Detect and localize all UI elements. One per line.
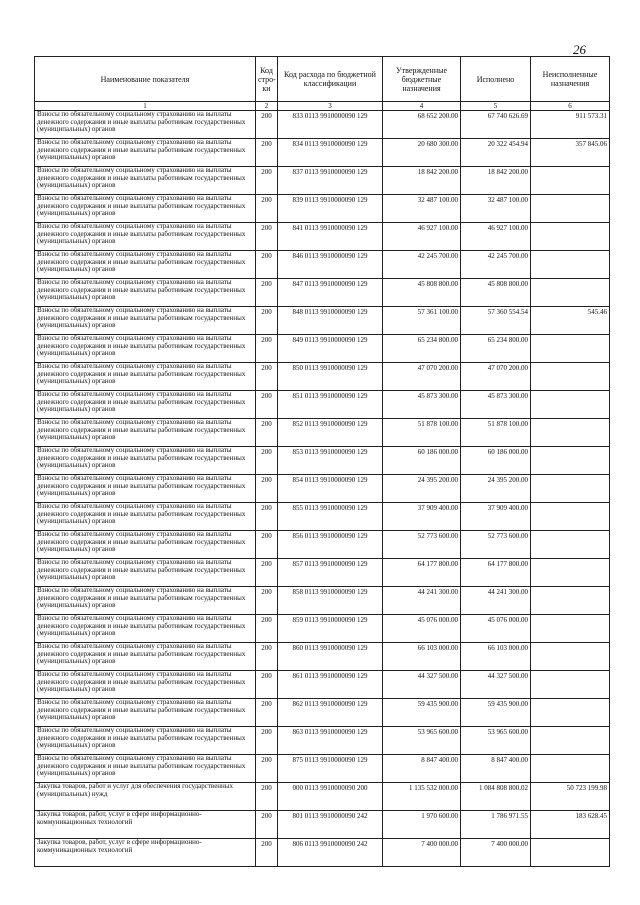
row-executed: 57 360 554.54 [461,307,531,335]
table-row [35,783,610,811]
row-unexecuted [531,167,610,195]
header-kbk: Код расхода по бюджетной классификации [278,57,383,102]
row-kbk: 857 0113 9910000090 129 [278,559,383,587]
row-name: Взносы по обязательному социальному страхованию на выплаты денежного содержания и иные выплаты работникам государственных (муниципальных) органов [35,251,256,279]
table-row [35,363,610,391]
row-line-code: 200 [256,783,278,811]
row-kbk: 851 0113 9910000090 129 [278,391,383,419]
row-line-code: 200 [256,447,278,475]
row-kbk: 833 0113 9910000090 129 [278,111,383,139]
row-executed: 44 327 500.00 [461,671,531,699]
row-unexecuted: 50 723 199.98 [531,783,610,811]
row-approved: 64 177 800.00 [383,559,461,587]
row-unexecuted [531,755,610,783]
row-unexecuted [531,391,610,419]
row-kbk: 849 0113 9910000090 129 [278,335,383,363]
column-number: 6 [531,102,610,111]
row-name: Закупка товаров, работ, услуг в сфере информационно-коммуникационных технологий [35,811,256,839]
row-approved: 66 103 000.00 [383,643,461,671]
header-executed: Исполнено [461,57,531,102]
row-approved: 44 241 300.00 [383,587,461,615]
row-name: Взносы по обязательному социальному страхованию на выплаты денежного содержания и иные выплаты работникам государственных (муниципальных) органов [35,559,256,587]
row-line-code: 200 [256,111,278,139]
row-unexecuted [531,503,610,531]
row-name: Взносы по обязательному социальному страхованию на выплаты денежного содержания и иные выплаты работникам государственных (муниципальных) органов [35,447,256,475]
row-approved: 24 395 200.00 [383,475,461,503]
table-row [35,671,610,699]
row-executed: 66 103 000.00 [461,643,531,671]
row-executed: 1 084 808 800.02 [461,783,531,811]
table-row [35,811,610,839]
row-executed: 24 395 200.00 [461,475,531,503]
row-name: Взносы по обязательному социальному страхованию на выплаты денежного содержания и иные выплаты работникам государственных (муниципальных) органов [35,587,256,615]
row-unexecuted: 911 573.31 [531,111,610,139]
row-approved: 59 435 900.00 [383,699,461,727]
row-name: Взносы по обязательному социальному страхованию на выплаты денежного содержания и иные выплаты работникам государственных (муниципальных) органов [35,755,256,783]
row-approved: 53 965 600.00 [383,727,461,755]
row-name: Взносы по обязательному социальному страхованию на выплаты денежного содержания и иные выплаты работникам государственных (муниципальных) органов [35,363,256,391]
row-kbk: 863 0113 9910000090 129 [278,727,383,755]
row-name: Взносы по обязательному социальному страхованию на выплаты денежного содержания и иные выплаты работникам государственных (муниципальных) органов [35,139,256,167]
row-line-code: 200 [256,335,278,363]
table-row [35,447,610,475]
row-executed: 8 847 400.00 [461,755,531,783]
table-row [35,475,610,503]
row-name: Взносы по обязательному социальному страхованию на выплаты денежного содержания и иные выплаты работникам государственных (муниципальных) органов [35,419,256,447]
row-line-code: 200 [256,419,278,447]
row-unexecuted [531,615,610,643]
row-kbk: 848 0113 9910000090 129 [278,307,383,335]
column-number: 3 [278,102,383,111]
row-unexecuted [531,419,610,447]
row-kbk: 806 0113 9910000090 242 [278,839,383,867]
table-row [35,559,610,587]
row-approved: 1 970 600.00 [383,811,461,839]
row-kbk: 859 0113 9910000090 129 [278,615,383,643]
row-unexecuted [531,447,610,475]
row-line-code: 200 [256,615,278,643]
row-line-code: 200 [256,699,278,727]
budget-execution-table [34,56,610,867]
row-executed: 46 927 100.00 [461,223,531,251]
row-kbk: 875 0113 9910000090 129 [278,755,383,783]
row-kbk: 860 0113 9910000090 129 [278,643,383,671]
row-approved: 8 847 400.00 [383,755,461,783]
row-name: Взносы по обязательному социальному страхованию на выплаты денежного содержания и иные выплаты работникам государственных (муниципальных) органов [35,335,256,363]
row-executed: 45 873 300.00 [461,391,531,419]
table-row [35,195,610,223]
row-approved: 45 076 000.00 [383,615,461,643]
row-kbk: 855 0113 9910000090 129 [278,503,383,531]
row-name: Взносы по обязательному социальному страхованию на выплаты денежного содержания и иные выплаты работникам государственных (муниципальных) органов [35,475,256,503]
row-executed: 60 186 000.00 [461,447,531,475]
row-approved: 18 842 200.00 [383,167,461,195]
row-executed: 20 322 454.94 [461,139,531,167]
row-unexecuted [531,531,610,559]
row-kbk: 853 0113 9910000090 129 [278,447,383,475]
table-row [35,223,610,251]
row-kbk: 837 0113 9910000090 129 [278,167,383,195]
row-kbk: 854 0113 9910000090 129 [278,475,383,503]
row-line-code: 200 [256,531,278,559]
page-number: 26 [573,42,586,57]
row-name: Взносы по обязательному социальному страхованию на выплаты денежного содержания и иные выплаты работникам государственных (муниципальных) органов [35,531,256,559]
row-kbk: 846 0113 9910000090 129 [278,251,383,279]
row-unexecuted: 183 628.45 [531,811,610,839]
row-executed: 67 740 626.69 [461,111,531,139]
row-kbk: 000 0113 9910000090 200 [278,783,383,811]
table-row [35,419,610,447]
table-row [35,167,610,195]
table-row [35,391,610,419]
row-line-code: 200 [256,839,278,867]
row-name: Взносы по обязательному социальному страхованию на выплаты денежного содержания и иные выплаты работникам государственных (муниципальных) органов [35,727,256,755]
row-kbk: 856 0113 9910000090 129 [278,531,383,559]
row-unexecuted [531,195,610,223]
row-unexecuted: 357 845.06 [531,139,610,167]
row-approved: 47 070 200.00 [383,363,461,391]
header-row [35,57,610,102]
row-kbk: 801 0113 9910000090 242 [278,811,383,839]
row-approved: 45 873 300.00 [383,391,461,419]
row-line-code: 200 [256,279,278,307]
table-row [35,755,610,783]
row-unexecuted [531,643,610,671]
row-executed: 7 400 000.00 [461,839,531,867]
row-approved: 57 361 100.00 [383,307,461,335]
table-row [35,111,610,139]
row-line-code: 200 [256,643,278,671]
row-line-code: 200 [256,755,278,783]
row-name: Взносы по обязательному социальному страхованию на выплаты денежного содержания и иные выплаты работникам государственных (муниципальных) органов [35,111,256,139]
table-row [35,307,610,335]
row-approved: 44 327 500.00 [383,671,461,699]
row-line-code: 200 [256,475,278,503]
row-name: Взносы по обязательному социальному страхованию на выплаты денежного содержания и иные выплаты работникам государственных (муниципальных) органов [35,307,256,335]
row-kbk: 850 0113 9910000090 129 [278,363,383,391]
row-approved: 45 808 800.00 [383,279,461,307]
row-name: Взносы по обязательному социальному страхованию на выплаты денежного содержания и иные выплаты работникам государственных (муниципальных) органов [35,391,256,419]
row-approved: 32 487 100.00 [383,195,461,223]
row-line-code: 200 [256,811,278,839]
table-row [35,699,610,727]
row-kbk: 862 0113 9910000090 129 [278,699,383,727]
row-executed: 44 241 300.00 [461,587,531,615]
row-kbk: 841 0113 9910000090 129 [278,223,383,251]
row-unexecuted: 545.46 [531,307,610,335]
row-name: Взносы по обязательному социальному страхованию на выплаты денежного содержания и иные выплаты работникам государственных (муниципальных) органов [35,671,256,699]
column-number: 5 [461,102,531,111]
row-line-code: 200 [256,223,278,251]
row-unexecuted [531,475,610,503]
row-kbk: 834 0113 9910000090 129 [278,139,383,167]
row-executed: 42 245 700.00 [461,251,531,279]
row-approved: 60 186 000.00 [383,447,461,475]
row-kbk: 839 0113 9910000090 129 [278,195,383,223]
row-line-code: 200 [256,363,278,391]
table-row [35,531,610,559]
header-code: Код стро- ки [256,57,278,102]
row-kbk: 852 0113 9910000090 129 [278,419,383,447]
column-number: 4 [383,102,461,111]
row-name: Взносы по обязательному социальному страхованию на выплаты денежного содержания и иные выплаты работникам государственных (муниципальных) органов [35,195,256,223]
row-approved: 20 680 300.00 [383,139,461,167]
row-name: Взносы по обязательному социальному страхованию на выплаты денежного содержания и иные выплаты работникам государственных (муниципальных) органов [35,699,256,727]
table-row [35,727,610,755]
column-number-row [35,102,610,111]
row-executed: 65 234 800.00 [461,335,531,363]
row-line-code: 200 [256,671,278,699]
column-number: 2 [256,102,278,111]
row-executed: 52 773 600.00 [461,531,531,559]
row-name: Взносы по обязательному социальному страхованию на выплаты денежного содержания и иные выплаты работникам государственных (муниципальных) органов [35,223,256,251]
table-row [35,139,610,167]
row-unexecuted [531,727,610,755]
row-unexecuted [531,363,610,391]
row-approved: 51 878 100.00 [383,419,461,447]
row-executed: 47 070 200.00 [461,363,531,391]
table-row [35,503,610,531]
table-row [35,335,610,363]
row-line-code: 200 [256,391,278,419]
row-executed: 45 076 000.00 [461,615,531,643]
row-executed: 51 878 100.00 [461,419,531,447]
table-row [35,587,610,615]
row-executed: 59 435 900.00 [461,699,531,727]
row-unexecuted [531,559,610,587]
row-line-code: 200 [256,251,278,279]
table-row [35,279,610,307]
row-line-code: 200 [256,167,278,195]
row-line-code: 200 [256,727,278,755]
row-approved: 68 652 200.00 [383,111,461,139]
row-executed: 45 808 800.00 [461,279,531,307]
header-approved: Утвержденные бюджетные назначения [383,57,461,102]
row-unexecuted [531,279,610,307]
row-executed: 1 786 971.55 [461,811,531,839]
row-approved: 1 135 532 000.00 [383,783,461,811]
row-approved: 52 773 600.00 [383,531,461,559]
row-kbk: 847 0113 9910000090 129 [278,279,383,307]
row-executed: 37 909 400.00 [461,503,531,531]
table-row [35,615,610,643]
row-line-code: 200 [256,559,278,587]
row-unexecuted [531,671,610,699]
row-approved: 37 909 400.00 [383,503,461,531]
row-executed: 32 487 100.00 [461,195,531,223]
column-number: 1 [35,102,256,111]
row-line-code: 200 [256,139,278,167]
row-name: Закупка товаров, работ и услуг для обеспечения государственных (муниципальных) нужд [35,783,256,811]
table-row [35,643,610,671]
row-executed: 64 177 800.00 [461,559,531,587]
row-executed: 18 842 200.00 [461,167,531,195]
row-line-code: 200 [256,503,278,531]
row-approved: 42 245 700.00 [383,251,461,279]
row-unexecuted [531,699,610,727]
row-unexecuted [531,251,610,279]
row-name: Взносы по обязательному социальному страхованию на выплаты денежного содержания и иные выплаты работникам государственных (муниципальных) органов [35,279,256,307]
row-line-code: 200 [256,307,278,335]
row-approved: 46 927 100.00 [383,223,461,251]
row-name: Закупка товаров, работ, услуг в сфере информационно-коммуникационных технологий [35,839,256,867]
row-approved: 65 234 800.00 [383,335,461,363]
row-name: Взносы по обязательному социальному страхованию на выплаты денежного содержания и иные выплаты работникам государственных (муниципальных) органов [35,643,256,671]
table-row [35,251,610,279]
row-line-code: 200 [256,195,278,223]
table-row [35,839,610,867]
header-unexecuted: Неисполненные назначения [531,57,610,102]
row-name: Взносы по обязательному социальному страхованию на выплаты денежного содержания и иные выплаты работникам государственных (муниципальных) органов [35,615,256,643]
row-name: Взносы по обязательному социальному страхованию на выплаты денежного содержания и иные выплаты работникам государственных (муниципальных) органов [35,167,256,195]
row-name: Взносы по обязательному социальному страхованию на выплаты денежного содержания и иные выплаты работникам государственных (муниципальных) органов [35,503,256,531]
row-line-code: 200 [256,587,278,615]
row-unexecuted [531,223,610,251]
row-unexecuted [531,587,610,615]
row-unexecuted [531,335,610,363]
row-unexecuted [531,839,610,867]
row-kbk: 858 0113 9910000090 129 [278,587,383,615]
row-approved: 7 400 000.00 [383,839,461,867]
row-kbk: 861 0113 9910000090 129 [278,671,383,699]
header-name: Наименование показателя [35,57,256,102]
row-executed: 53 965 600.00 [461,727,531,755]
